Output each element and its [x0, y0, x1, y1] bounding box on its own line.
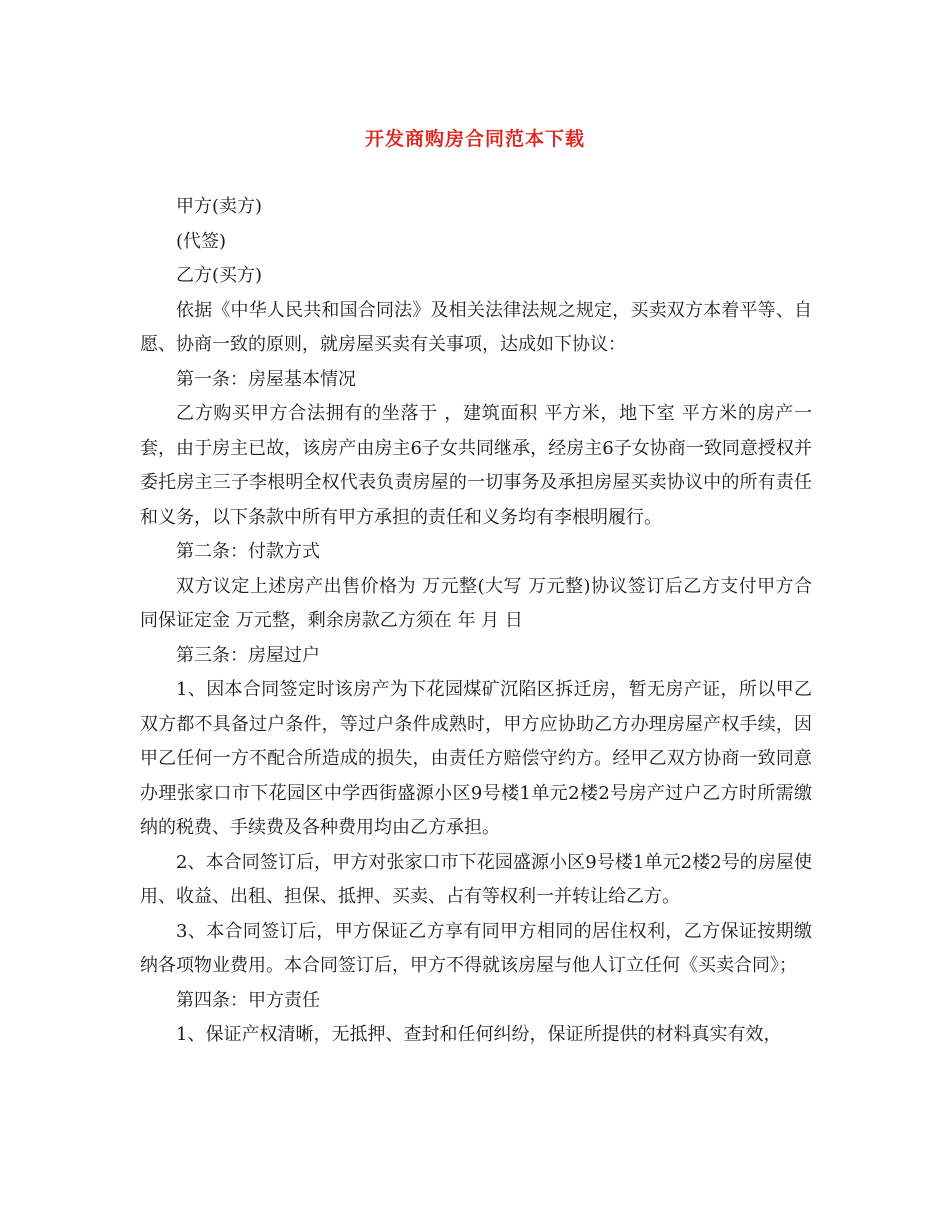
- paragraph-article-1: 乙方购买甲方合法拥有的坐落于 ，建筑面积 平方米，地下室 平方米的房产一套，由于房主已故，该房产由房主6子女共同继承，经房主6子女协商一致同意授权并委托房主三子李根明全权代表负责房屋的一切事务及承担房屋买卖协议中的所有责任和义务，以下条款中所有甲方承担的责任和义务均有李根明履行。: [140, 403, 812, 528]
- paragraph-party-b: 乙方(买方): [176, 265, 263, 286]
- document-title: 开发商购房合同范本下载: [364, 128, 585, 150]
- heading-article-4: 第四条：甲方责任: [176, 989, 320, 1011]
- paragraph-article-3-item-3: 3、本合同签订后，甲方保证乙方享有同甲方相同的居住权利，乙方保证按期缴纳各项物业费用。本合同签订后，甲方不得就该房屋与他人订立任何《买卖合同》；: [140, 920, 812, 976]
- paragraph-preamble: 依据《中华人民共和国合同法》及相关法律法规之规定，买卖双方本着平等、自愿、协商一致的原则，就房屋买卖有关事项，达成如下协议：: [140, 299, 812, 355]
- document-body: [140, 190, 812, 1053]
- paragraph-proxy-sign: (代签): [176, 230, 227, 252]
- paragraph-article-3-item-1: 1、因本合同签定时该房产为下花园煤矿沉陷区拆迁房，暂无房产证，所以甲乙双方都不具备过户条件，等过户条件成熟时，甲方应协助乙方办理房屋产权手续，因甲乙任何一方不配合所造成的损失，由责任方赔偿守约方。经甲乙双方协商一致同意办理张家口市下花园区中学西街盛源小区9号楼1单元2楼2号房产过户乙方时所需缴纳的税费、手续费及各种费用均由乙方承担。: [140, 679, 812, 838]
- heading-article-3: 第三条：房屋过户: [176, 644, 320, 666]
- heading-article-2: 第二条：付款方式: [176, 541, 320, 562]
- heading-article-1: 第一条：房屋基本情况: [176, 368, 356, 390]
- paragraph-article-4-item-1: 1、保证产权清晰，无抵押、查封和任何纠纷，保证所提供的材料真实有效，: [176, 1024, 782, 1045]
- paragraph-article-3-item-2: 2、本合同签订后，甲方对张家口市下花园盛源小区9号楼1单元2楼2号的房屋使用、收益、出租、担保、抵押、买卖、占有等权利一并转让给乙方。: [140, 851, 812, 907]
- paragraph-party-a: 甲方(卖方): [176, 196, 263, 217]
- paragraph-article-2: 双方议定上述房产出售价格为 万元整(大写 万元整)协议签订后乙方支付甲方合同保证定金 万元整，剩余房款乙方须在 年 月 日: [140, 575, 812, 631]
